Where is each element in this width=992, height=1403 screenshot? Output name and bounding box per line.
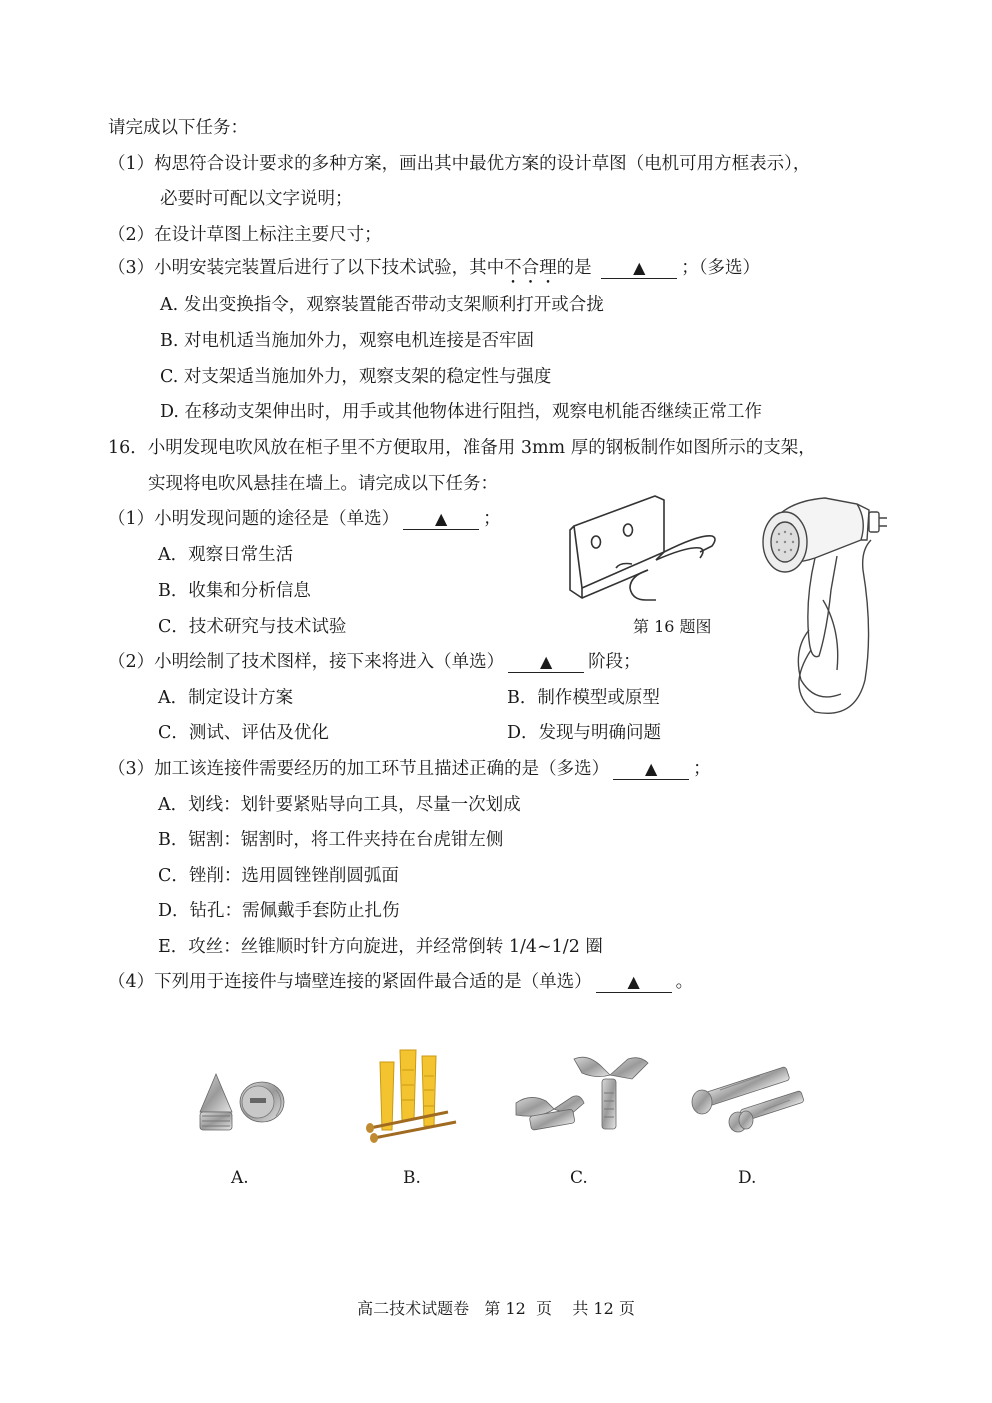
answer-blank[interactable]: ▲ xyxy=(613,759,689,780)
hair-dryer-figure xyxy=(745,480,905,720)
q16-task4: （4）下列用于连接件与墙壁连接的紧固件最合适的是（单选） ▲ 。 xyxy=(108,972,694,992)
q16-t1-option-c: C．技术研究与技术试验 xyxy=(158,617,347,637)
answer-blank[interactable]: ▲ xyxy=(508,652,584,673)
page-footer: 高二技术试题卷 第 12 页 共 12 页 xyxy=(357,1299,635,1318)
q15-option-d: D. 在移动支架伸出时，用手或其他物体进行阻挡，观察电机能否继续正常工作 xyxy=(160,402,763,422)
set-screw-image xyxy=(190,1060,300,1140)
intro-text: 请完成以下任务： xyxy=(108,118,248,138)
q16-t2-option-b: B．制作模型或原型 xyxy=(507,688,660,708)
figure-caption: 第 16 题图 xyxy=(633,617,712,636)
q15-option-a: A. 发出变换指令，观察装置能否带动支架顺利打开或合拢 xyxy=(160,295,604,315)
q15-task2: （2）在设计草图上标注主要尺寸； xyxy=(108,225,382,245)
q15-task1-line1: （1）构思符合设计要求的多种方案，画出其中最优方案的设计草图（电机可用方框表示）， xyxy=(108,154,811,174)
q16-stem-line2: 实现将电吹风悬挂在墙上。请完成以下任务： xyxy=(148,474,498,494)
q16-t1-option-b: B．收集和分析信息 xyxy=(158,581,311,601)
q16-task1: （1）小明发现问题的途径是（单选） ▲ ； xyxy=(108,509,501,529)
q16-task3: （3）加工该连接件需要经历的加工环节且描述正确的是（多选） ▲ ； xyxy=(108,759,711,779)
q16-t2-option-c: C．测试、评估及优化 xyxy=(158,723,329,743)
q15-task3: （3）小明安装完装置后进行了以下技术试验，其中不合理的是 ▲ ；（多选） xyxy=(108,258,760,278)
q15-option-b: B. 对电机适当施加外力，观察电机连接是否牢固 xyxy=(160,331,534,351)
answer-blank[interactable]: ▲ xyxy=(601,258,677,279)
q16-t3-option-c: C．锉削：选用圆锉锉削圆弧面 xyxy=(158,866,399,886)
anchor-screw-image xyxy=(360,1040,470,1145)
wing-bolt-image xyxy=(510,1045,660,1140)
image-label-d: D. xyxy=(738,1168,757,1188)
emphasis-text: 不合理 xyxy=(504,258,557,278)
image-label-b: B. xyxy=(403,1168,421,1188)
q16-task2: （2）小明绘制了技术图样，接下来将进入（单选） ▲ 阶段； xyxy=(108,652,641,672)
q16-stem-line1: 16．小明发现电吹风放在柜子里不方便取用，准备用 3mm 厚的钢板制作如图所示的支架， xyxy=(108,438,816,458)
bracket-figure xyxy=(560,490,730,610)
q15-task1-line2: 必要时可配以文字说明； xyxy=(160,189,353,209)
q16-t3-option-e: E．攻丝：丝锥顺时针方向旋进，并经常倒转 1/4~1/2 圈 xyxy=(158,937,603,957)
q15-option-c: C. 对支架适当施加外力，观察支架的稳定性与强度 xyxy=(160,367,552,387)
q16-t3-option-a: A．划线：划针要紧贴导向工具，尽量一次划成 xyxy=(158,795,521,815)
answer-blank[interactable]: ▲ xyxy=(403,509,479,530)
answer-blank[interactable]: ▲ xyxy=(596,972,672,993)
q16-t1-option-a: A．观察日常生活 xyxy=(158,545,294,565)
image-label-c: C. xyxy=(570,1168,588,1188)
q16-t2-option-a: A．制定设计方案 xyxy=(158,688,294,708)
image-label-a: A. xyxy=(231,1168,249,1188)
q16-t3-option-b: B．锯割：锯割时，将工件夹持在台虎钳左侧 xyxy=(158,830,504,850)
q16-t2-option-d: D．发现与明确问题 xyxy=(507,723,662,743)
expansion-bolt-image xyxy=(680,1050,810,1140)
q16-t3-option-d: D．钻孔：需佩戴手套防止扎伤 xyxy=(158,901,400,921)
